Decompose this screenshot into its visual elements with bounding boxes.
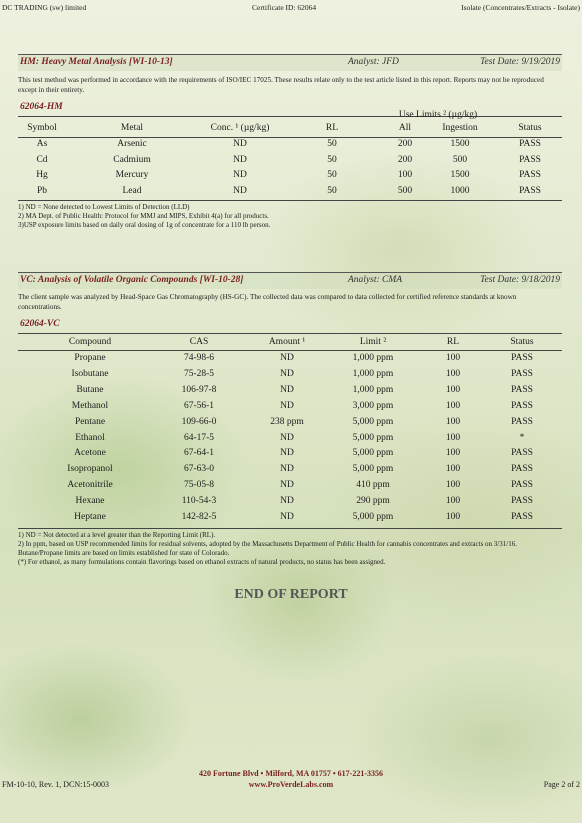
vc-cell: 109-66-0: [181, 416, 217, 427]
hm-footnote: 3)USP exposure limits based on daily oral dosing of 1g of concentrate for a 110 lb person.: [18, 221, 271, 229]
page-number: Page 2 of 2: [543, 780, 580, 789]
hm-cell: 100: [397, 170, 413, 180]
vc-cell: 64-17-5: [183, 432, 215, 443]
vc-cell: 100: [445, 480, 461, 491]
vc-footnotes: [18, 531, 562, 567]
hm-cell: 1000: [450, 185, 470, 196]
hm-analyst: Analyst: JFD: [348, 57, 399, 67]
lab-address: 420 Fortune Blvd • Milford, MA 01757 • 617-221-3356: [198, 769, 384, 778]
vc-cell: 100: [445, 353, 461, 363]
vc-cell: 100: [445, 496, 461, 507]
vc-cell: 75-28-5: [183, 368, 215, 379]
hm-status: PASS: [519, 139, 541, 149]
hm-section-header: [18, 54, 562, 71]
vc-cell: 100: [445, 368, 461, 379]
vc-cell: Ethanol: [75, 432, 105, 443]
hm-cell: 500: [397, 185, 413, 196]
vc-cell: ND: [280, 512, 294, 522]
vc-status: PASS: [511, 416, 533, 427]
vc-cell: Isobutane: [71, 368, 109, 379]
vc-cell: 100: [445, 448, 461, 459]
vc-section-header: [18, 272, 562, 289]
vc-table-top-rule: [18, 333, 562, 334]
vc-status: PASS: [511, 496, 533, 507]
vc-title: VC: Analysis of Volatile Organic Compounds [WI-10-28]: [20, 275, 244, 285]
hm-column-header: Ingestion: [442, 123, 478, 133]
vc-cell: 100: [445, 400, 461, 411]
vc-column-header: RL: [446, 337, 460, 347]
vc-cell: Acetonitrile: [67, 480, 113, 491]
form-id: FM-10-10, Rev. 1, DCN:15-0003: [2, 780, 110, 789]
vc-test-date: Test Date: 9/18/2019: [480, 275, 560, 285]
vc-cell: 100: [445, 384, 461, 395]
vc-status: *: [519, 432, 525, 443]
vc-cell: ND: [280, 448, 294, 459]
vc-cell: 67-63-0: [183, 464, 215, 475]
hm-column-header: All: [398, 123, 412, 133]
vc-column-header: Amount ¹: [268, 337, 306, 347]
vc-cell: ND: [280, 353, 294, 363]
hm-footnotes: [18, 203, 562, 230]
hm-cell: ND: [233, 139, 247, 149]
hm-table-bottom-rule: [18, 200, 562, 201]
vc-cell: 100: [445, 416, 461, 427]
hm-cell: 1500: [450, 139, 470, 149]
vc-status: PASS: [511, 480, 533, 491]
vc-cell: ND: [280, 384, 294, 395]
hm-column-header: RL: [325, 123, 339, 133]
vc-cell: Isopropanol: [67, 464, 113, 475]
end-of-report: END OF REPORT: [234, 587, 348, 602]
hm-cell: Hg: [36, 170, 48, 180]
hm-column-header: Conc. ¹ (µg/kg): [210, 123, 270, 133]
hm-status: PASS: [519, 170, 541, 180]
hm-cell: As: [36, 139, 48, 149]
hm-footnote: 1) ND = None detected to Lowest Limits of Detection (LLD): [18, 203, 190, 211]
vc-cell: 100: [445, 464, 461, 475]
vc-cell: ND: [280, 480, 294, 491]
hm-status: PASS: [519, 154, 541, 165]
vc-cell: 410 ppm: [356, 480, 390, 491]
vc-cell: 142-82-5: [181, 512, 217, 522]
vc-status: PASS: [511, 384, 533, 395]
hm-status: PASS: [519, 185, 541, 196]
vc-analyst: Analyst: CMA: [348, 275, 403, 285]
vc-cell: ND: [280, 400, 294, 411]
vc-status: PASS: [511, 353, 533, 363]
vc-cell: Propane: [74, 353, 106, 363]
vc-cell: 5,000 ppm: [352, 448, 394, 459]
hm-cell: Arsenic: [117, 139, 147, 149]
hm-use-limits-header: Use Limits ² (µg/kg): [398, 110, 478, 120]
hm-cell: 50: [327, 170, 337, 180]
vc-cell: ND: [280, 432, 294, 443]
vc-cell: 100: [445, 432, 461, 443]
vc-cell: 100: [445, 512, 461, 522]
hm-test-date: Test Date: 9/19/2019: [480, 57, 560, 67]
vc-cell: 5,000 ppm: [352, 432, 394, 443]
vc-column-header: CAS: [189, 337, 209, 347]
hm-cell: Lead: [122, 185, 142, 196]
vc-cell: ND: [280, 368, 294, 379]
certificate-id: Certificate ID: 62064: [252, 3, 317, 12]
vc-cell: 1,000 ppm: [352, 384, 394, 395]
hm-column-header: Symbol: [27, 123, 57, 133]
hm-footnote: 2) MA Dept. of Public Health: Protocol for MMJ and MIPS, Exhibit 4(a) for all products.: [18, 212, 269, 220]
vc-status: PASS: [511, 464, 533, 475]
vc-footnote: (*) For ethanol, as many formulations contain flavorings based on ethanol extracts of natural products, no status has been assigned.: [18, 558, 386, 566]
lab-website[interactable]: www.ProVerdeLabs.com: [248, 780, 334, 789]
vc-footnote: 2) In ppm, based on USP recommended limits for residual solvents, adopted by the Massachusetts Department of Public Health for cannabis concentrates and extracts on 3/31/16. Butane/Propane limits are based on limits established for state of Colorado.: [18, 540, 517, 557]
hm-header-rule: [18, 137, 562, 138]
vc-cell: 75-05-8: [183, 480, 215, 491]
vc-cell: 67-64-1: [183, 448, 215, 459]
hm-table-top-rule: [18, 116, 562, 117]
client-name: DC TRADING (sw) limited: [2, 3, 87, 12]
vc-table-bottom-rule: [18, 528, 562, 529]
product-type: Isolate (Concentrates/Extracts - Isolate): [461, 3, 580, 12]
vc-description: The client sample was analyzed by Head-Space Gas Chromatography (HS-GC). The collected data was compared to data collected for certified reference standards at known concentrations.: [18, 293, 517, 311]
hm-cell: Pb: [36, 185, 48, 196]
vc-cell: 1,000 ppm: [352, 368, 394, 379]
vc-column-header: Limit ²: [359, 337, 387, 347]
vc-cell: Pentane: [74, 416, 106, 427]
vc-status: PASS: [511, 400, 533, 411]
hm-cell: 200: [397, 154, 413, 165]
hm-cell: Cd: [36, 154, 48, 165]
hm-cell: Cadmium: [113, 154, 151, 165]
vc-footnote: 1) ND = Not detected at a level greater than the Reporting Limit (RL).: [18, 531, 216, 539]
vc-status: PASS: [511, 512, 533, 522]
vc-header-rule: [18, 350, 562, 351]
vc-cell: 106-97-8: [181, 384, 217, 395]
hm-cell: Mercury: [115, 170, 149, 180]
vc-cell: 5,000 ppm: [352, 512, 394, 522]
hm-column-header: Status: [518, 123, 542, 133]
vc-cell: Butane: [76, 384, 104, 395]
vc-cell: Acetone: [74, 448, 106, 459]
vc-cell: 1,000 ppm: [352, 353, 394, 363]
vc-cell: 3,000 ppm: [352, 400, 394, 411]
vc-cell: 238 ppm: [270, 416, 304, 427]
vc-status: PASS: [511, 448, 533, 459]
hm-cell: ND: [233, 170, 247, 180]
hm-cell: 1500: [450, 170, 470, 180]
vc-sample-id: 62064-VC: [20, 319, 60, 329]
hm-cell: ND: [233, 185, 247, 196]
hm-cell: ND: [233, 154, 247, 165]
vc-cell: 110-54-3: [181, 496, 217, 507]
vc-cell: 290 ppm: [356, 496, 390, 507]
vc-cell: ND: [280, 496, 294, 507]
vc-cell: 67-56-1: [183, 400, 215, 411]
hm-cell: 200: [397, 139, 413, 149]
vc-status: PASS: [511, 368, 533, 379]
vc-cell: Methanol: [71, 400, 109, 411]
vc-column-header: Status: [510, 337, 534, 347]
vc-column-header: Compound: [68, 337, 112, 347]
hm-cell: 500: [452, 154, 468, 165]
hm-sample-id: 62064-HM: [20, 102, 63, 112]
vc-cell: 5,000 ppm: [352, 464, 394, 475]
vc-cell: Hexane: [75, 496, 105, 507]
document-header: [0, 0, 582, 14]
vc-cell: 5,000 ppm: [352, 416, 394, 427]
vc-cell: Heptane: [74, 512, 106, 522]
hm-column-header: Metal: [120, 123, 144, 133]
hm-cell: 50: [327, 139, 337, 149]
hm-cell: 50: [327, 185, 337, 196]
hm-title: HM: Heavy Metal Analysis [WI-10-13]: [20, 57, 173, 67]
hm-cell: 50: [327, 154, 337, 165]
vc-cell: 74-98-6: [183, 353, 215, 363]
vc-cell: ND: [280, 464, 294, 475]
hm-description: This test method was performed in accordance with the requirements of ISO/IEC 17025. These results relate only to the test article listed in this report. Reports may not be reproduced except in their entirety.: [18, 76, 544, 94]
